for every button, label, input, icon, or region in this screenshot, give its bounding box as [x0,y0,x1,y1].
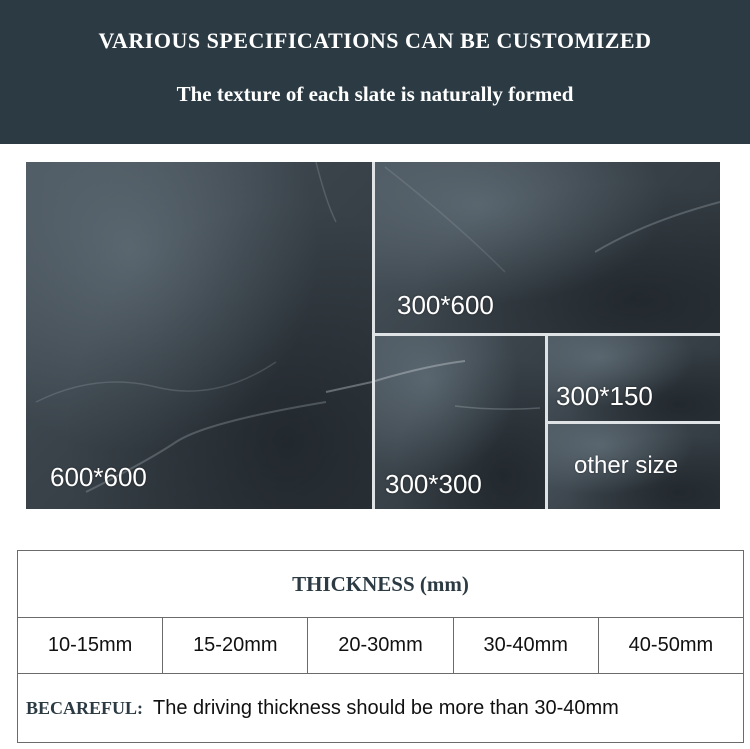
slate-other-size-image [548,424,720,509]
note-label: BECAREFUL: [26,698,144,718]
thickness-cell: 30-40mm [454,618,599,673]
thickness-header: THICKNESS (mm) [18,551,743,618]
slate-size-collage [26,162,720,509]
size-label-300x150: 300*150 [556,381,653,411]
banner-subtitle: The texture of each slate is naturally formed [176,82,574,106]
size-label-other: other size [574,452,679,479]
thickness-table [17,550,744,743]
size-label-300x300: 300*300 [385,469,482,499]
thickness-cell: 15-20mm [163,618,308,673]
banner-title: VARIOUS SPECIFICATIONS CAN BE CUSTOMIZED [98,28,652,53]
thickness-note [18,674,743,743]
slate-300x600-image [375,162,720,333]
thickness-cell: 10-15mm [18,618,163,673]
slate-600x600-image [26,162,372,509]
note-text: The driving thickness should be more than 30-40mm [153,697,619,719]
header-banner [0,0,750,144]
thickness-cell: 40-50mm [628,634,714,656]
size-label-600x600: 600*600 [50,462,147,492]
slate-300x300-image [375,336,545,509]
thickness-cell: 20-30mm [308,618,453,673]
size-label-300x600: 300*600 [397,290,494,320]
thickness-row [18,618,743,674]
slate-texture-lines [26,162,372,509]
slate-300x150-image [548,336,720,421]
